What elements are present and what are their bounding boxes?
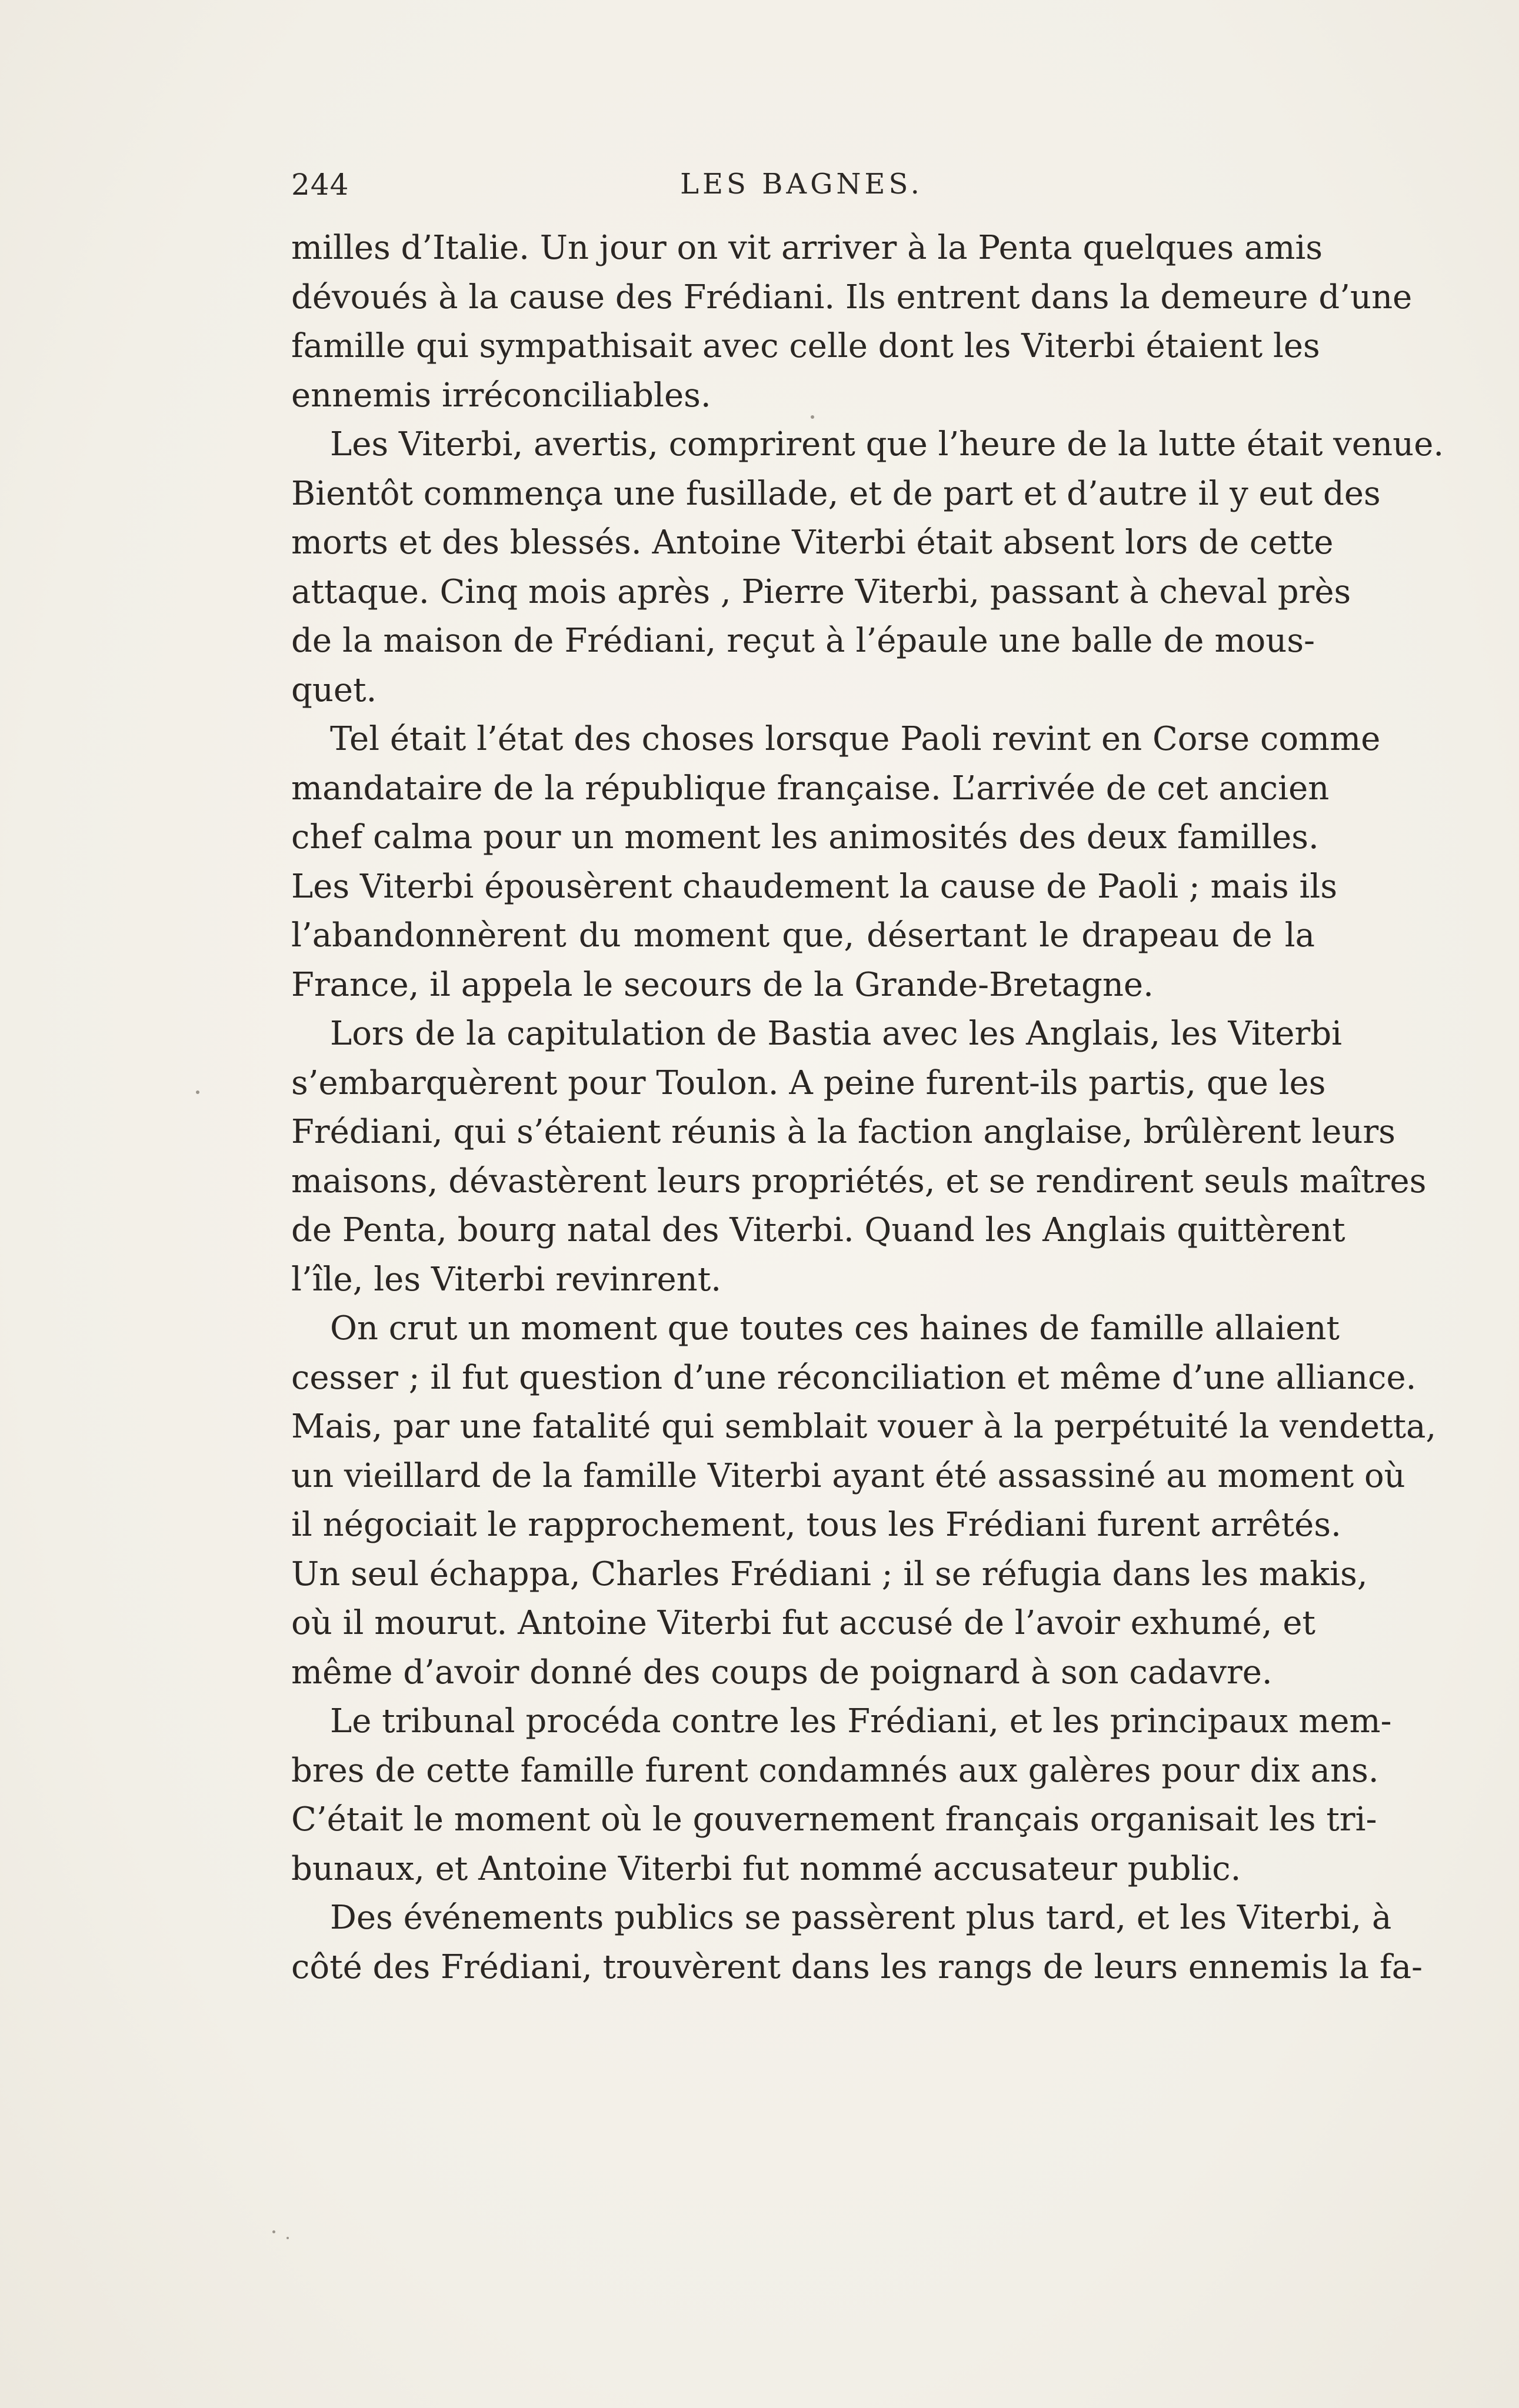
text-line: Bientôt commença une fusillade, et de part et d’autre il y eut des bbox=[291, 474, 1381, 513]
text-line: mandataire de la république française. L’arrivée de cet ancien bbox=[291, 769, 1330, 808]
text-line: milles d’Italie. Un jour on vit arriver à la Penta quelques amis bbox=[291, 229, 1323, 267]
text-line: Le tribunal procéda contre les Frédiani, et les principaux mem- bbox=[330, 1702, 1392, 1740]
paragraph bbox=[291, 715, 1381, 1009]
text-line: bres de cette famille furent condamnés aux galères pour dix ans. bbox=[291, 1751, 1379, 1790]
text-line: ennemis irréconciliables. bbox=[291, 376, 711, 415]
text-line: quet. bbox=[291, 671, 377, 709]
text-line: dévoués à la cause des Frédiani. Ils entrent dans la demeure d’une bbox=[291, 278, 1413, 316]
text-line: On crut un moment que toutes ces haines de famille allaient bbox=[330, 1309, 1340, 1348]
body-text bbox=[291, 224, 1444, 1992]
paragraph bbox=[291, 1697, 1392, 1893]
paragraph bbox=[291, 1893, 1423, 1992]
text-line: attaque. Cinq mois après , Pierre Viterbi, passant à cheval près bbox=[291, 572, 1351, 611]
text-line: Les Viterbi épousèrent chaudement la cause de Paoli ; mais ils bbox=[291, 867, 1338, 906]
text-line: maisons, dévastèrent leurs propriétés, et se rendirent seuls maîtres bbox=[291, 1162, 1427, 1200]
text-line: Un seul échappa, Charles Frédiani ; il se réfugia dans les makis, bbox=[291, 1555, 1368, 1593]
text-line: Des événements publics se passèrent plus tard, et les Viterbi, à bbox=[330, 1899, 1392, 1937]
page-number: 244 bbox=[291, 168, 349, 202]
text-line: l’abandonnèrent du moment que, désertant le drapeau de la bbox=[291, 916, 1315, 955]
running-head: LES BAGNES. bbox=[680, 168, 923, 201]
text-line: cesser ; il fut question d’une réconciliation et même d’une alliance. bbox=[291, 1358, 1417, 1397]
page-header bbox=[291, 168, 1312, 215]
paragraph bbox=[291, 1009, 1427, 1304]
text-line: Les Viterbi, avertis, comprirent que l’heure de la lutte était venue. bbox=[330, 425, 1444, 463]
text-line: France, il appela le secours de la Grande-Bretagne. bbox=[291, 965, 1154, 1004]
text-line: s’embarquèrent pour Toulon. A peine furent-ils partis, que les bbox=[291, 1063, 1326, 1102]
text-line: il négociait le rapprochement, tous les Frédiani furent arrêtés. bbox=[291, 1506, 1341, 1544]
text-line: famille qui sympathisait avec celle dont les Viterbi étaient les bbox=[291, 327, 1320, 365]
text-line: même d’avoir donné des coups de poignard à son cadavre. bbox=[291, 1653, 1273, 1692]
paper-speck bbox=[272, 2230, 275, 2233]
paragraph bbox=[291, 420, 1444, 715]
text-line: bunaux, et Antoine Viterbi fut nommé accusateur public. bbox=[291, 1849, 1241, 1888]
text-line: un vieillard de la famille Viterbi ayant été assassiné au moment où bbox=[291, 1456, 1405, 1495]
text-line: de la maison de Frédiani, reçut à l’épaule une balle de mous- bbox=[291, 622, 1315, 660]
paper-speck bbox=[196, 1090, 199, 1094]
text-line: Mais, par une fatalité qui semblait vouer à la perpétuité la vendetta, bbox=[291, 1408, 1437, 1446]
text-line: côté des Frédiani, trouvèrent dans les rangs de leurs ennemis la fa- bbox=[291, 1947, 1423, 1986]
text-line: morts et des blessés. Antoine Viterbi était absent lors de cette bbox=[291, 523, 1334, 562]
text-line: Lors de la capitulation de Bastia avec les Anglais, les Viterbi bbox=[330, 1015, 1343, 1053]
text-line: C’était le moment où le gouvernement français organisait les tri- bbox=[291, 1800, 1377, 1839]
text-line: où il mourut. Antoine Viterbi fut accusé de l’avoir exhumé, et bbox=[291, 1604, 1316, 1642]
text-line: de Penta, bourg natal des Viterbi. Quand les Anglais quittèrent bbox=[291, 1211, 1345, 1249]
text-line: Frédiani, qui s’étaient réunis à la faction anglaise, brûlèrent leurs bbox=[291, 1113, 1395, 1151]
text-line: Tel était l’état des choses lorsque Paoli revint en Corse comme bbox=[330, 720, 1381, 758]
text-line: chef calma pour un moment les animosités des deux familles. bbox=[291, 818, 1319, 856]
paragraph bbox=[291, 1304, 1437, 1697]
text-line: l’île, les Viterbi revinrent. bbox=[291, 1260, 722, 1299]
paper-speck bbox=[811, 415, 814, 419]
paragraph bbox=[291, 224, 1413, 420]
paper-speck bbox=[287, 2237, 289, 2239]
